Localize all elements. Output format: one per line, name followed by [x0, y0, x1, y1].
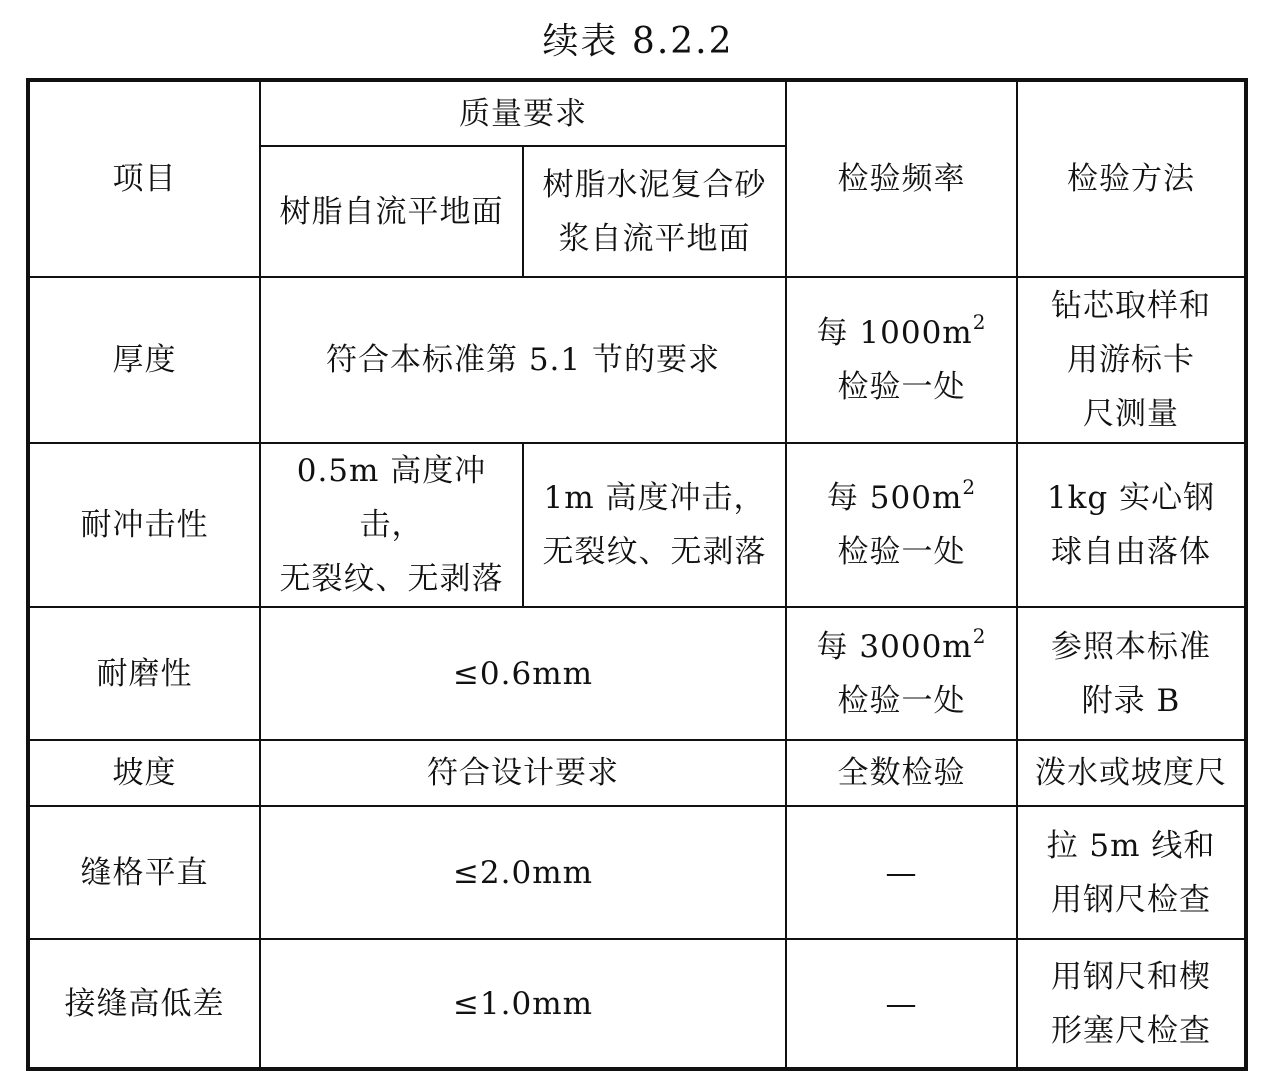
frequency-area: 每 1000m: [816, 315, 973, 351]
row-frequency: 全数检验: [786, 740, 1017, 806]
table-row: [28, 443, 1246, 607]
row-requirement-composite: 1m 高度冲击， 无裂纹、无剥落: [523, 443, 786, 607]
row-requirement: ≤0.6mm: [260, 607, 786, 740]
row-item: 耐冲击性: [28, 443, 260, 607]
frequency-unit-exponent: 2: [972, 310, 987, 334]
row-requirement-resin: 0.5m 高度冲击， 无裂纹、无剥落: [260, 443, 523, 607]
row-requirement: ≤1.0mm: [260, 939, 786, 1069]
header-item: 项目: [28, 80, 260, 277]
header-inspection-method: 检验方法: [1017, 80, 1246, 277]
table-row: [28, 277, 1246, 443]
row-method: 用钢尺和楔 形塞尺检查: [1017, 939, 1246, 1069]
row-requirement: 符合设计要求: [260, 740, 786, 806]
table-row: [28, 939, 1246, 1069]
table-caption: 续表 8.2.2: [542, 21, 734, 62]
header-row: [28, 80, 1246, 146]
row-frequency: —: [786, 806, 1017, 939]
frequency-count: 检验一处: [837, 369, 966, 405]
row-method: 拉 5m 线和 用钢尺检查: [1017, 806, 1246, 939]
row-method: 参照本标准 附录 B: [1017, 607, 1246, 740]
row-method: 钻芯取样和 用游标卡 尺测量: [1017, 277, 1246, 443]
quality-inspection-table: [26, 78, 1248, 1071]
row-frequency: [786, 443, 1017, 607]
row-item: 耐磨性: [28, 607, 260, 740]
frequency-area: 每 3000m: [816, 628, 973, 665]
row-method: 泼水或坡度尺: [1017, 740, 1246, 806]
row-item: 厚度: [28, 277, 260, 443]
row-item: 坡度: [28, 740, 260, 806]
table-row: [28, 607, 1246, 740]
frequency-count: 检验一处: [837, 682, 966, 719]
row-item: 缝格平直: [28, 806, 260, 939]
row-item: 接缝高低差: [28, 939, 260, 1069]
row-frequency: [786, 607, 1017, 740]
row-method: 1kg 实心钢 球自由落体: [1017, 443, 1246, 607]
header-inspection-frequency: 检验频率: [786, 80, 1017, 277]
table-row: [28, 806, 1246, 939]
row-requirement: 符合本标准第 5.1 节的要求: [260, 277, 786, 443]
header-quality-requirement: 质量要求: [260, 80, 786, 146]
frequency-count: 检验一处: [837, 534, 966, 570]
frequency-area: 每 500m: [826, 480, 963, 516]
table-row: [28, 740, 1246, 806]
header-resin-cement-composite: 树脂水泥复合砂 浆自流平地面: [523, 146, 786, 277]
frequency-unit-exponent: 2: [972, 623, 987, 648]
row-frequency: —: [786, 939, 1017, 1069]
row-requirement: ≤2.0mm: [260, 806, 786, 939]
header-resin-self-leveling: 树脂自流平地面: [260, 146, 523, 277]
row-frequency: [786, 277, 1017, 443]
frequency-unit-exponent: 2: [962, 475, 977, 499]
